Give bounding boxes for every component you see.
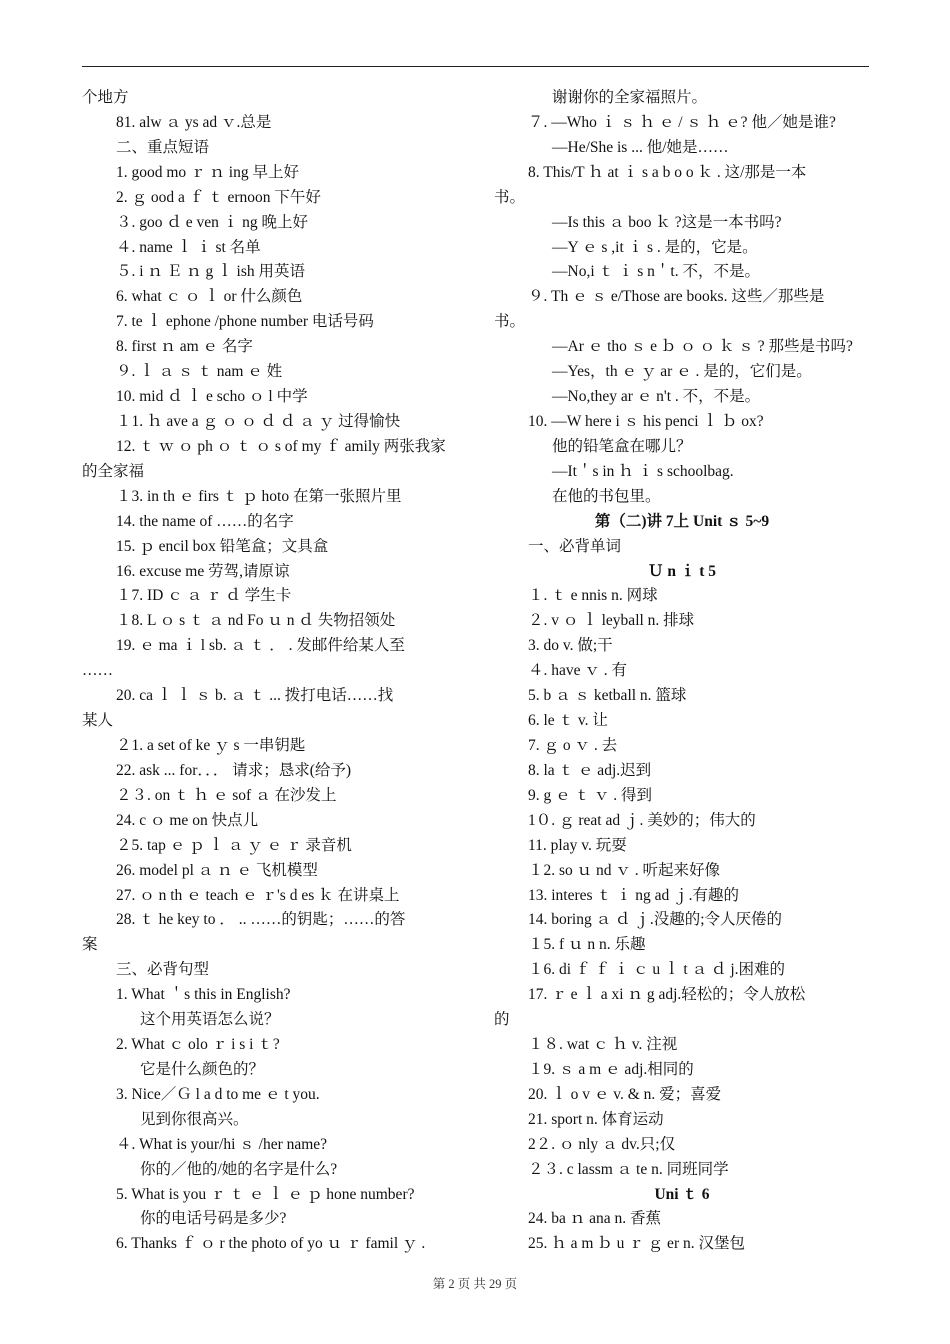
right-column-line: 8. This/T ｈ at ｉ s a b o o ｋ . 这/那是一本	[528, 163, 807, 181]
left-column-line: 个地方	[82, 89, 129, 106]
left-column-line: 24. c ｏ me on 快点儿	[116, 811, 259, 829]
left-column-line: 27. ｏ n th ｅ teach ｅ ｒ's d es ｋ 在讲桌上	[116, 886, 400, 904]
right-column-line: 第（二)讲 7上 Unit ｓ 5~9	[594, 512, 770, 530]
left-column-line: ……	[82, 662, 113, 680]
right-column-line: １5. f ｕ n n. 乐趣	[528, 936, 646, 954]
left-column-line: ４. name ｌ ｉ st 名单	[116, 238, 261, 256]
left-column-line: 14. the name of ……的名字	[116, 512, 294, 530]
left-column-line: 3. Nice／Ｇ l a d to me ｅ t you.	[116, 1085, 320, 1103]
left-column-line: 8. first ｎ am ｅ 名字	[116, 338, 253, 356]
right-column-line: Ｕ n ｉ t 5	[647, 562, 717, 580]
right-column-line: 一、必背单词	[528, 537, 622, 555]
right-column-line: 8. la ｔ ｅ adj.迟到	[528, 761, 652, 779]
right-column	[494, 86, 870, 1257]
left-column-line: 22. ask ... for．．． 请求；恳求(给予)	[116, 761, 352, 779]
left-column-line: 你的／他的/她的名字是什么?	[140, 1160, 338, 1178]
left-column-line: ５. i ｎ Ｅ ｎ g ｌ ish 用英语	[116, 263, 306, 281]
right-column-line: —Is this ａ boo ｋ ?这是一本书吗?	[552, 213, 782, 231]
right-column-line: —Yes，th ｅ ｙ ar ｅ . 是的，它们是。	[552, 363, 812, 381]
right-column-line: 书。	[494, 188, 526, 206]
left-column	[82, 86, 462, 1257]
left-column-line: ２1. a set of ke ｙ s 一串钥匙	[116, 736, 306, 754]
right-column-line: 25. ｈ a m ｂ u ｒ ｇ er n. 汉堡包	[528, 1235, 745, 1253]
page-footer: 第 2 页 共 29 页	[432, 1277, 518, 1291]
right-column-line: ２３. c lassm ａ te n. 同班同学	[528, 1160, 729, 1178]
header-rule	[82, 66, 869, 67]
left-column-line: 6. what ｃ ｏ ｌ or 什么颜色	[116, 288, 303, 306]
right-column-line: 3. do v. 做;干	[528, 637, 613, 655]
right-column-line: 10. —W here i ｓ his penci ｌ ｂ ox?	[528, 412, 764, 430]
left-column-line: １1. ｈ ave a ｇ ｏ ｏ ｄ ｄ ａ ｙ 过得愉快	[116, 412, 401, 430]
left-column-line: 81. alw ａ ys ad ｖ.总是	[116, 113, 272, 131]
right-column-line: —It＇s in ｈ ｉ s schoolbag.	[552, 462, 734, 480]
left-column-line: 某人	[82, 712, 114, 730]
left-column-line: １3. in th ｅ firs ｔ ｐ hoto 在第一张照片里	[116, 487, 402, 505]
left-column-line: 5. What is you ｒ ｔ ｅ ｌ ｅ ｐ hone number?	[116, 1185, 415, 1203]
left-column-line: 它是什么颜色的？	[140, 1060, 265, 1078]
right-column-line: 9. g ｅ ｔ ｖ . 得到	[528, 786, 653, 804]
left-column-line: 2. ｇ ood a ｆ ｔ ernoon 下午好	[116, 188, 321, 206]
left-column-line: 三、必背句型	[116, 961, 210, 979]
left-column-line: 案	[82, 936, 98, 954]
left-column-line: ２5. tap ｅ ｐ ｌ ａ ｙ ｅ ｒ 录音机	[116, 836, 352, 854]
right-column-line: １８. wat ｃ ｈ v. 注视	[528, 1036, 678, 1054]
right-column-line: 谢谢你的全家福照片。	[552, 89, 708, 106]
right-column-line: ９. Th ｅ ｓ e/Those are books. 这些／那些是	[528, 288, 825, 306]
left-column-line: 10. mid ｄ ｌ e scho ｏ l 中学	[116, 388, 308, 406]
left-column-line: 2. What ｃ olo ｒ i s i ｔ?	[116, 1036, 280, 1054]
left-column-line: 二、重点短语	[116, 138, 210, 156]
left-column-line: 7. te ｌ ephone /phone number 电话号码	[116, 313, 374, 331]
right-column-line: 1０. ｇ reat ad ｊ. 美妙的；伟大的	[528, 811, 756, 829]
left-column-line: 1. What ＇s this in English?	[116, 986, 291, 1004]
left-column-line: ９. ｌ ａ ｓ ｔ nam ｅ 姓	[116, 363, 283, 381]
left-column-line: ４. What is your/hi ｓ /her name?	[116, 1135, 328, 1153]
right-column-line: 2２. ｏ nly ａ dv.只;仅	[528, 1135, 676, 1153]
left-column-line: 你的电话号码是多少?	[140, 1210, 287, 1228]
left-column-line: 26. model pl ａ ｎ ｅ 飞机模型	[116, 861, 318, 879]
right-column-line: １9. ｓ a m ｅ adj.相同的	[528, 1060, 694, 1078]
right-column-line: 11. play v. 玩耍	[528, 836, 627, 854]
left-column-line: １7. ID ｃ ａ ｒ ｄ 学生卡	[116, 587, 292, 605]
right-column-line: 17. ｒ e ｌ a xi ｎ g adj.轻松的；令人放松	[528, 986, 806, 1004]
right-column-line: —He/She is ... 他/她是……	[552, 138, 729, 156]
left-column-line: 见到你很高兴。	[140, 1110, 249, 1128]
right-column-line: 21. sport n. 体育运动	[528, 1110, 664, 1128]
right-column-line: ４. have ｖ . 有	[528, 662, 628, 680]
left-column-line: 20. ca ｌ ｌ ｓ b. ａ ｔ ... 拨打电话……找	[116, 687, 394, 705]
left-column-line: 19. ｅ ma ｉ l sb. ａ ｔ ． . 发邮件给某人至	[116, 637, 405, 655]
left-column-line: ２３. on ｔ ｈ ｅ sof ａ 在沙发上	[116, 786, 337, 804]
right-column-line: ７. —Who ｉ ｓ ｈ ｅ / ｓ ｈ ｅ? 他／她是谁?	[528, 113, 836, 131]
right-column-line: １2. so ｕ nd ｖ . 听起来好像	[528, 861, 721, 879]
right-column-line: 7. ｇ o ｖ . 去	[528, 736, 618, 754]
left-column-line: １8. L ｏ s ｔ ａ nd Fo ｕ n ｄ 失物招领处	[116, 612, 396, 630]
right-column-line: Uni ｔ 6	[654, 1185, 710, 1203]
right-column-line: １. ｔ e nnis n. 网球	[528, 587, 658, 605]
left-column-line: 12. ｔ ｗ ｏ ph ｏ ｔ ｏ s of my ｆ amily 两张我家	[116, 437, 446, 455]
left-column-line: 1. good mo ｒ ｎ ing 早上好	[116, 163, 299, 181]
left-column-line: 6. Thanks ｆ ｏ r the photo of yo ｕ ｒ famil ｙ .	[116, 1235, 426, 1253]
right-column-line: 在他的书包里。	[552, 487, 661, 505]
right-column-line: 的	[494, 1011, 510, 1029]
right-column-line: １6. di ｆ ｆ ｉ ｃ u ｌ t ａ ｄ j.困难的	[528, 961, 786, 979]
right-column-line: —Y ｅ s ,it ｉ s . 是的，它是。	[552, 238, 758, 256]
left-column-line: 28. ｔ he key to ． .. ……的钥匙；……的答	[116, 911, 406, 929]
left-column-line: 15. ｐ encil box 铅笔盒；文具盒	[116, 537, 329, 555]
right-column-line: 书。	[494, 313, 526, 331]
right-column-line: —No,i ｔ ｉ s n＇t. 不，不是。	[552, 263, 760, 281]
right-column-line: 24. ba ｎ ana n. 香蕉	[528, 1210, 662, 1228]
right-column-line: 13. interes ｔ ｉ ng ad ｊ.有趣的	[528, 886, 739, 904]
left-column-line: ３. goo ｄ e ven ｉ ng 晚上好	[116, 213, 309, 231]
right-column-line: 6. le ｔ v. 让	[528, 712, 608, 730]
right-column-line: 20. ｌ o v ｅ v. & n. 爱；喜爱	[528, 1085, 722, 1103]
right-column-line: —Ar ｅ tho ｓ e ｂ ｏ ｏ ｋ ｓ ? 那些是书吗?	[552, 338, 853, 356]
right-column-line: 5. b ａ ｓ ketball n. 篮球	[528, 687, 687, 705]
left-column-line: 的全家福	[82, 462, 145, 480]
left-column-line: 16. excuse me 劳驾,请原谅	[116, 562, 290, 580]
left-column-line: 这个用英语怎么说？	[140, 1011, 280, 1029]
right-column-line: —No,they ar ｅ n't . 不，不是。	[552, 388, 761, 406]
right-column-line: 14. boring ａ ｄ ｊ.没趣的;令人厌倦的	[528, 911, 783, 929]
right-column-line: ２. v ｏ ｌ leyball n. 排球	[528, 612, 695, 630]
right-column-line: 他的铅笔盒在哪儿？	[552, 437, 692, 455]
